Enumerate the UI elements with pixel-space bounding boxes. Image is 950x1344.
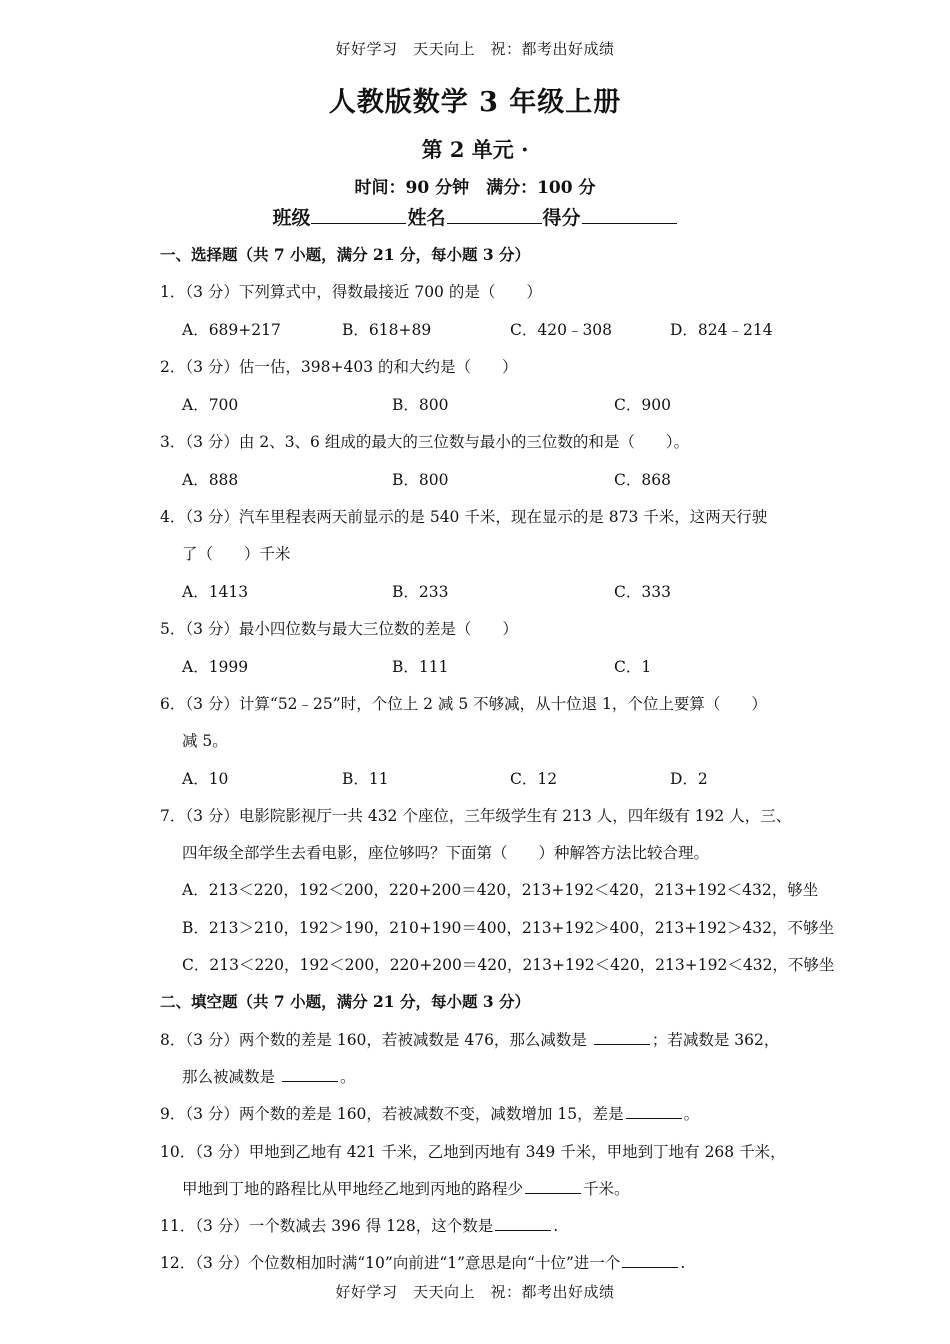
q4-text-line1: 4．（3 分）汽车里程表两天前显示的是 540 千米，现在显示的是 873 千米，这两天行驶 [160,508,768,526]
q6-option-a[interactable]: A．10 [182,770,229,788]
q3-option-a[interactable]: A．888 [182,471,239,489]
q1-option-c[interactable]: C．420﹣308 [510,321,613,339]
q8-part3: 那么被减数是 [182,1068,280,1086]
q10-line2 [182,1177,630,1199]
score-label: 得分 [542,207,581,229]
class-label: 班级 [272,207,311,229]
q11-part2: . [553,1217,559,1235]
q7-text-line2: 四年级全部学生去看电影，座位够吗？下面第（ ）种解答方法比较合理。 [182,844,710,862]
q10-part2: 甲地到丁地的路程比从甲地经乙地到丙地的路程少 [182,1180,524,1198]
q9-part1: 9．（3 分）两个数的差是 160，若被减数不变，减数增加 15，差是 [160,1105,624,1123]
class-blank[interactable] [311,205,406,224]
q5-option-b[interactable]: B．111 [392,658,449,676]
q2-text: 2．（3 分）估一估，398+403 的和大约是（ ） [160,358,518,376]
q4-option-b[interactable]: B．233 [392,583,449,601]
q11-part1: 11．（3 分）一个数减去 396 得 128，这个数是 [160,1217,494,1235]
q9-blank[interactable] [626,1104,682,1119]
q11-line [160,1214,558,1236]
q8-part2: ；若减数是 362， [651,1031,780,1049]
q1-option-d[interactable]: D．824﹣214 [670,321,773,339]
q12-line [160,1251,685,1273]
q1-text: 1．（3 分）下列算式中，得数最接近 700 的是（ ） [160,283,542,301]
q3-option-c[interactable]: C．868 [614,471,671,489]
q6-text-line1: 6．（3 分）计算“52﹣25”时，个位上 2 减 5 不够减，从十位退 1，个位上要算（ ） [160,695,767,713]
student-info [0,203,950,230]
q6-option-b[interactable]: B．11 [342,770,389,788]
q7-option-c[interactable]: C．213＜220，192＜200，220+200＝420，213+192＜420，213+192＜432，不够坐 [182,956,835,974]
q9-line [160,1102,699,1124]
q8-line2 [182,1065,355,1087]
section-2-heading: 二、填空题（共 7 小题，满分 21 分，每小题 3 分） [160,992,531,1011]
q6-text-line2: 减 5。 [182,732,228,750]
q1-option-b[interactable]: B．618+89 [342,321,432,339]
q4-option-a[interactable]: A．1413 [182,583,249,601]
q7-option-b[interactable]: B．213＞210，192＞190，210+190＝400，213+192＞400，213+192＞432，不够坐 [182,919,834,937]
q12-part2: . [680,1254,686,1272]
time-score: 时间：90 分钟 满分：100 分 [354,178,596,198]
q8-part1: 8．（3 分）两个数的差是 160，若被减数是 476，那么减数是 [160,1031,592,1049]
q5-option-c[interactable]: C．1 [614,658,652,676]
q9-part2: 。 [683,1105,700,1123]
page-footer: 好好学习 天天向上 祝：都考出好成绩 [335,1283,615,1301]
q12-blank[interactable] [622,1253,678,1268]
q1-option-a[interactable]: A．689+217 [182,321,281,339]
name-label: 姓名 [407,207,446,229]
q4-text-line2: 了（ ）千米 [182,545,291,563]
q12-part1: 12．（3 分）个位数相加时满“10”向前进“1”意思是向“十位”进一个 [160,1254,621,1272]
q7-option-a[interactable]: A．213＜220，192＜200，220+200＝420，213+192＜420，213+192＜432，够坐 [182,881,819,899]
q2-option-c[interactable]: C．900 [614,396,671,414]
name-blank[interactable] [447,205,542,224]
q8-blank-1[interactable] [594,1030,650,1045]
q3-option-b[interactable]: B．800 [392,471,449,489]
q8-line1 [160,1028,779,1050]
q8-blank-2[interactable] [282,1067,338,1082]
q2-option-a[interactable]: A．700 [182,396,239,414]
q5-text: 5．（3 分）最小四位数与最大三位数的差是（ ） [160,620,518,638]
q5-option-a[interactable]: A．1999 [182,658,249,676]
q2-option-b[interactable]: B．800 [392,396,449,414]
q4-option-c[interactable]: C．333 [614,583,671,601]
q11-blank[interactable] [495,1216,551,1231]
q10-line1: 10．（3 分）甲地到乙地有 421 千米，乙地到丙地有 349 千米，甲地到丁地有 268 千米， [160,1143,786,1161]
q8-part4: 。 [339,1068,356,1086]
q6-option-d[interactable]: D．2 [670,770,708,788]
q6-option-c[interactable]: C．12 [510,770,558,788]
q7-text-line1: 7．（3 分）电影院影视厅一共 432 个座位，三年级学生有 213 人，四年级有 192 人，三、 [160,807,792,825]
unit-title: 第 2 单元 · [421,137,529,162]
section-1-heading: 一、选择题（共 7 小题，满分 21 分，每小题 3 分） [160,245,531,264]
q3-text: 3．（3 分）由 2、3、6 组成的最大的三位数与最小的三位数的和是（ ）。 [160,433,690,451]
page-title: 人教版数学 3 年级上册 [328,87,622,118]
page-header: 好好学习 天天向上 祝：都考出好成绩 [335,40,615,58]
q10-part3: 千米。 [583,1180,630,1198]
q10-blank[interactable] [525,1179,581,1194]
score-blank[interactable] [582,205,677,224]
